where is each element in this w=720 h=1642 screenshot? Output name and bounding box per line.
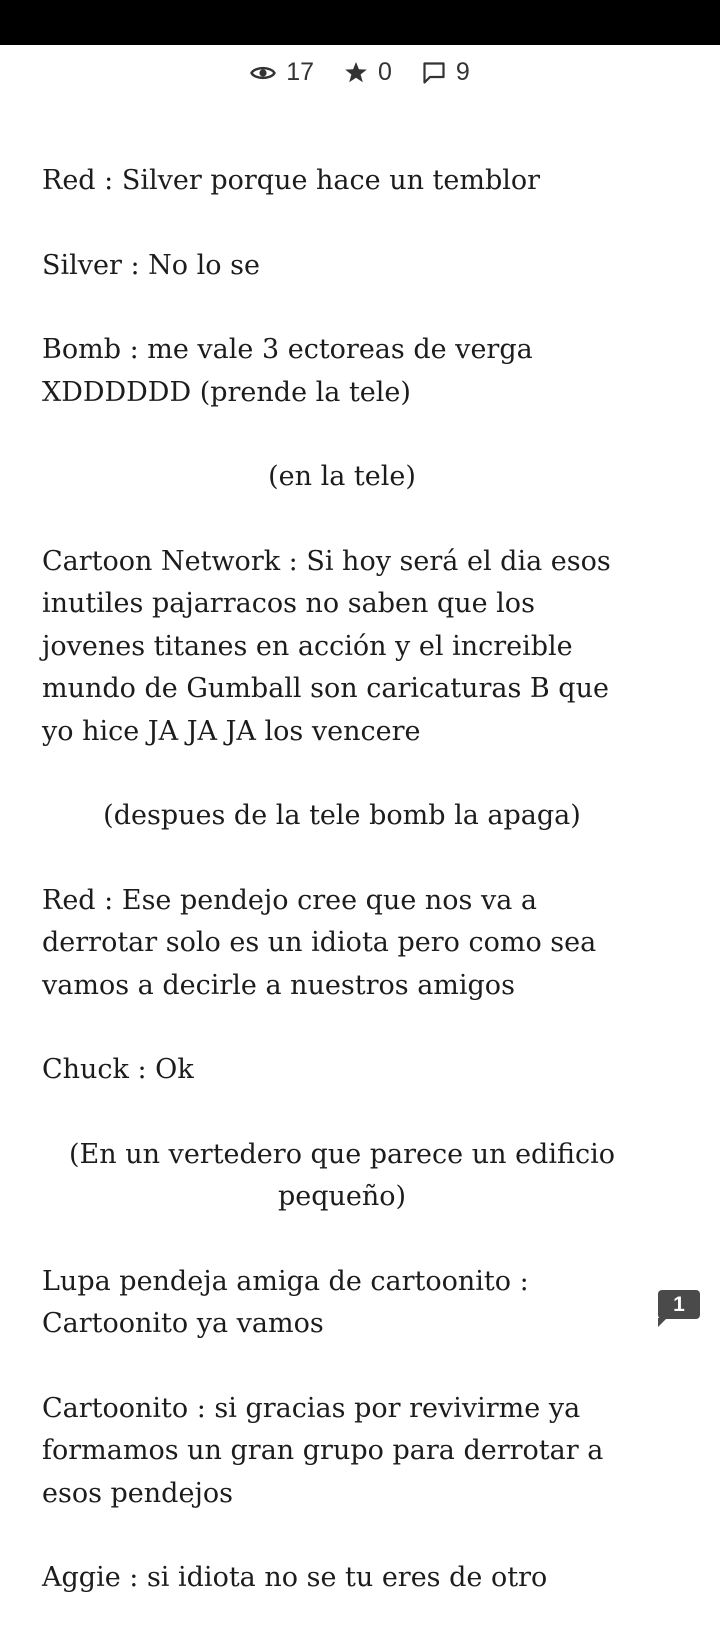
- eye-icon: [250, 64, 276, 82]
- story-paragraph: Red : Ese pendejo cree que nos va a derrotar solo es un idiota pero como sea vamos a decirle a nuestros amigos: [42, 884, 597, 1001]
- star-icon: [344, 61, 368, 84]
- story-paragraph: Cartoonito : si gracias por revivirme ya formamos un gran grupo para derrotar a esos pendejos: [42, 1392, 604, 1509]
- inline-comment-count: 1: [673, 1293, 685, 1316]
- story-paragraph: Chuck : Ok: [42, 1054, 194, 1085]
- comment-icon: [422, 61, 446, 85]
- votes-count: 0: [378, 58, 392, 86]
- story-stats: [0, 58, 720, 87]
- votes-stat: [344, 58, 392, 87]
- inline-comment-button[interactable]: [658, 1290, 700, 1334]
- comments-count: 9: [455, 58, 470, 86]
- comments-stat: [422, 58, 470, 87]
- story-paragraph: Lupa pendeja amiga de cartoonito : Cartoonito ya vamos: [42, 1265, 529, 1339]
- story-paragraph: Aggie : si idiota no se tu eres de otro: [42, 1562, 548, 1593]
- story-paragraph: (En un vertedero que parece un edificio pequeño): [68, 1138, 615, 1212]
- comment-bubble-icon[interactable]: [658, 1290, 700, 1319]
- story-paragraph: Cartoon Network : Si hoy será el dia esos inutiles pajarracos no saben que los jovenes titanes en acción y el increible mundo de Gumball son caricaturas B que yo hice JA JA JA los vencere: [42, 545, 611, 747]
- status-bar: [0, 0, 720, 45]
- views-stat: [250, 58, 314, 87]
- story-paragraph: Red : Silver porque hace un temblor: [42, 165, 541, 196]
- story-paragraph: (en la tele): [268, 461, 416, 492]
- story-paragraph: (despues de la tele bomb la apaga): [103, 800, 581, 831]
- story-paragraph: Bomb : me vale 3 ectoreas de verga XDDDDDD (prende la tele): [42, 334, 533, 408]
- views-count: 17: [286, 58, 314, 86]
- story-content: [42, 160, 642, 1642]
- story-paragraph: Silver : No lo se: [42, 249, 260, 281]
- comment-bubble-tail: [658, 1318, 667, 1327]
